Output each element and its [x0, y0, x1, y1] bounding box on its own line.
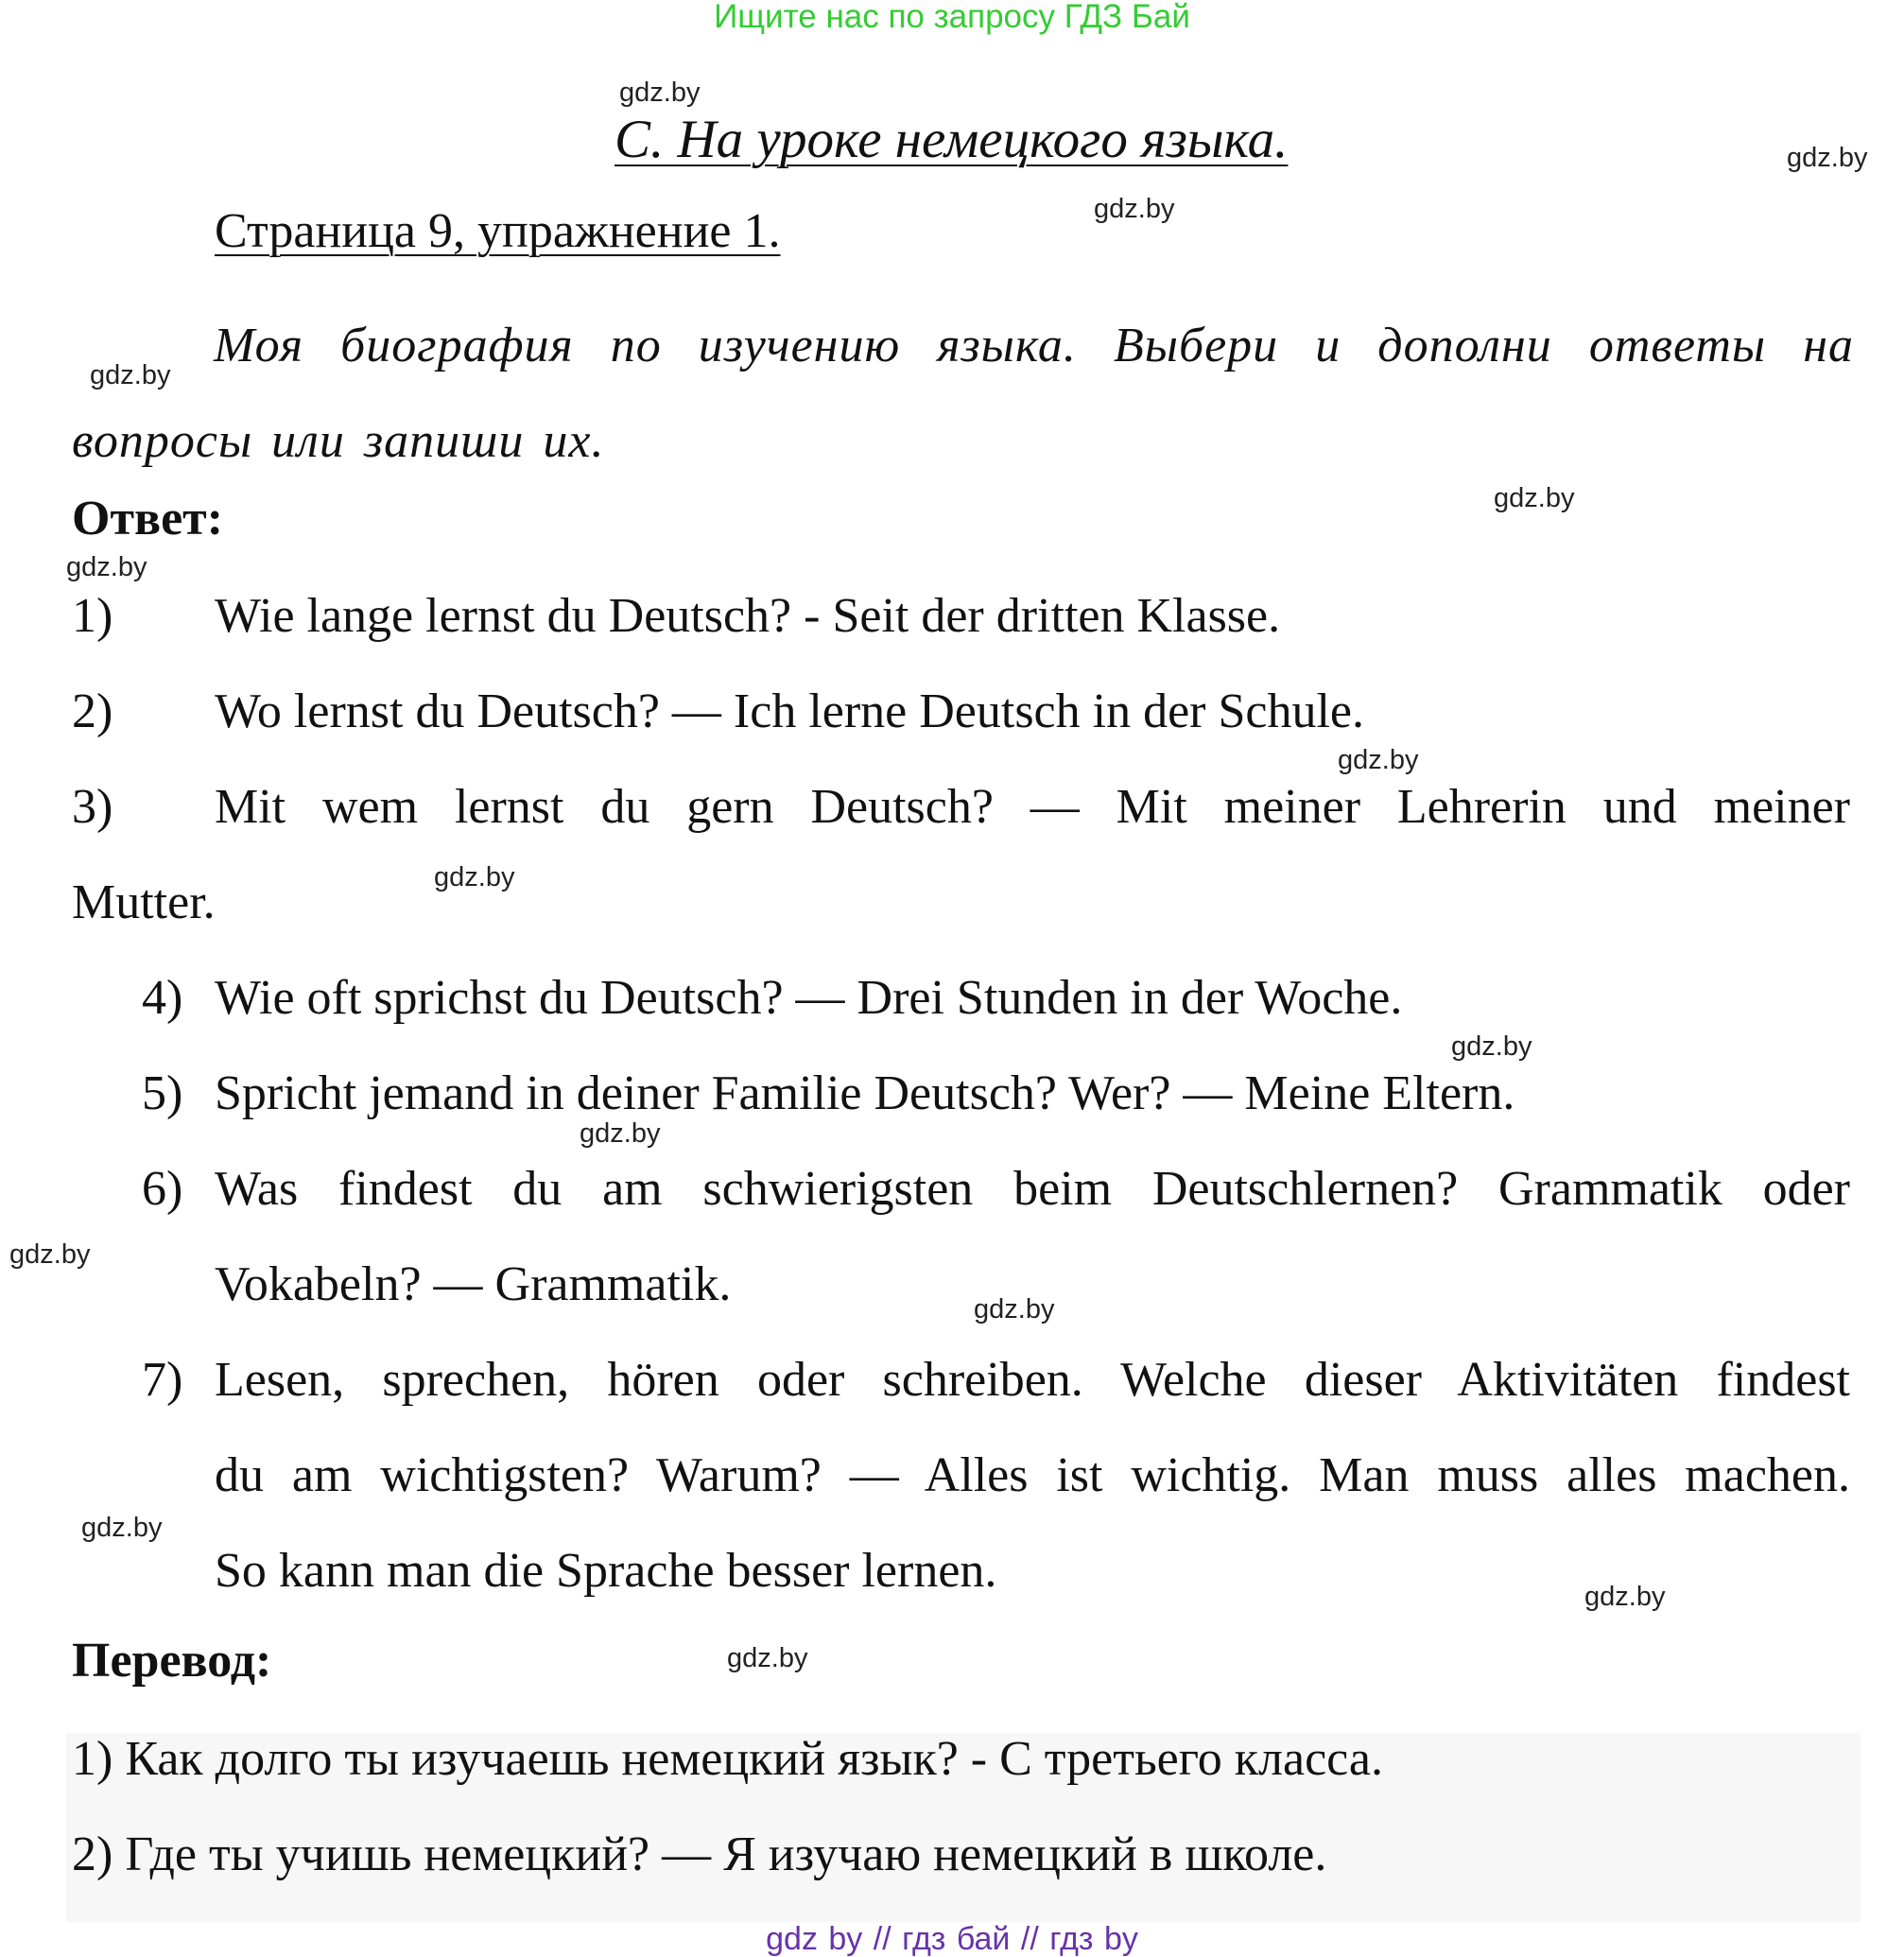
watermark: gdz.by [619, 78, 701, 108]
answer-text: du am wichtigsten? Warum? — Alles ist wichtig. Man muss alles machen. [215, 1448, 1850, 1502]
watermark: gdz.by [90, 360, 171, 390]
watermark: gdz.by [81, 1513, 163, 1543]
watermark: gdz.by [1494, 483, 1575, 513]
answer-number: 6) [142, 1162, 183, 1216]
answer-number: 5) [142, 1066, 183, 1120]
answer-number: 3) [72, 780, 113, 834]
watermark: gdz.by [727, 1643, 808, 1673]
watermark: gdz.by [1787, 143, 1868, 173]
watermark: gdz.by [1451, 1031, 1532, 1062]
top-banner: Ищите нас по запросу ГДЗ Бай [714, 0, 1190, 35]
answer-heading: Ответ: [72, 492, 224, 546]
watermark: gdz.by [1584, 1582, 1666, 1612]
answer-text: So kann man die Sprache besser lernen. [215, 1544, 997, 1598]
answer-text: Lesen, sprechen, hören oder schreiben. Welche dieser Aktivitäten findest [215, 1353, 1850, 1407]
answer-text: Spricht jemand in deiner Familie Deutsch? Wer? — Meine Eltern. [215, 1066, 1515, 1120]
answer-number: 1) [72, 589, 113, 643]
watermark: gdz.by [580, 1118, 661, 1149]
answer-text: Mutter. [72, 875, 216, 929]
answer-text: Wie oft sprichst du Deutsch? — Drei Stunden in der Woche. [215, 971, 1403, 1025]
answer-text: Was findest du am schwierigsten beim Deutschlernen? Grammatik oder [215, 1162, 1850, 1216]
answer-text: Wo lernst du Deutsch? — Ich lerne Deutsch in der Schule. [215, 684, 1365, 738]
translation-line: 2) Где ты учишь немецкий? — Я изучаю немецкий в школе. [72, 1827, 1327, 1881]
watermark: gdz.by [434, 862, 515, 892]
footer-links: gdz by // гдз бай // гдз by [766, 1921, 1138, 1957]
watermark: gdz.by [1094, 194, 1175, 224]
answer-text: Wie lange lernst du Deutsch? - Seit der dritten Klasse. [215, 589, 1281, 643]
watermark: gdz.by [66, 552, 147, 582]
answer-number: 2) [72, 684, 113, 738]
translation-heading: Перевод: [72, 1634, 272, 1688]
answer-text: Mit wem lernst du gern Deutsch? — Mit meiner Lehrerin und meiner [215, 780, 1850, 834]
watermark: gdz.by [974, 1294, 1055, 1325]
answer-text: Vokabeln? — Grammatik. [215, 1257, 732, 1311]
answer-number: 4) [142, 971, 183, 1025]
watermark: gdz.by [9, 1239, 91, 1270]
translation-line: 1) Как долго ты изучаешь немецкий язык? - С третьего класса. [72, 1732, 1383, 1786]
task-text: Моя биография по изучению языка. Выбери и дополни ответы на вопросы или запиши их. [72, 319, 1854, 468]
section-title: C. На уроке немецкого языка. [614, 110, 1289, 169]
page-reference: Страница 9, упражнение 1. [215, 204, 781, 258]
watermark: gdz.by [1338, 745, 1419, 775]
answer-number: 7) [142, 1353, 183, 1407]
